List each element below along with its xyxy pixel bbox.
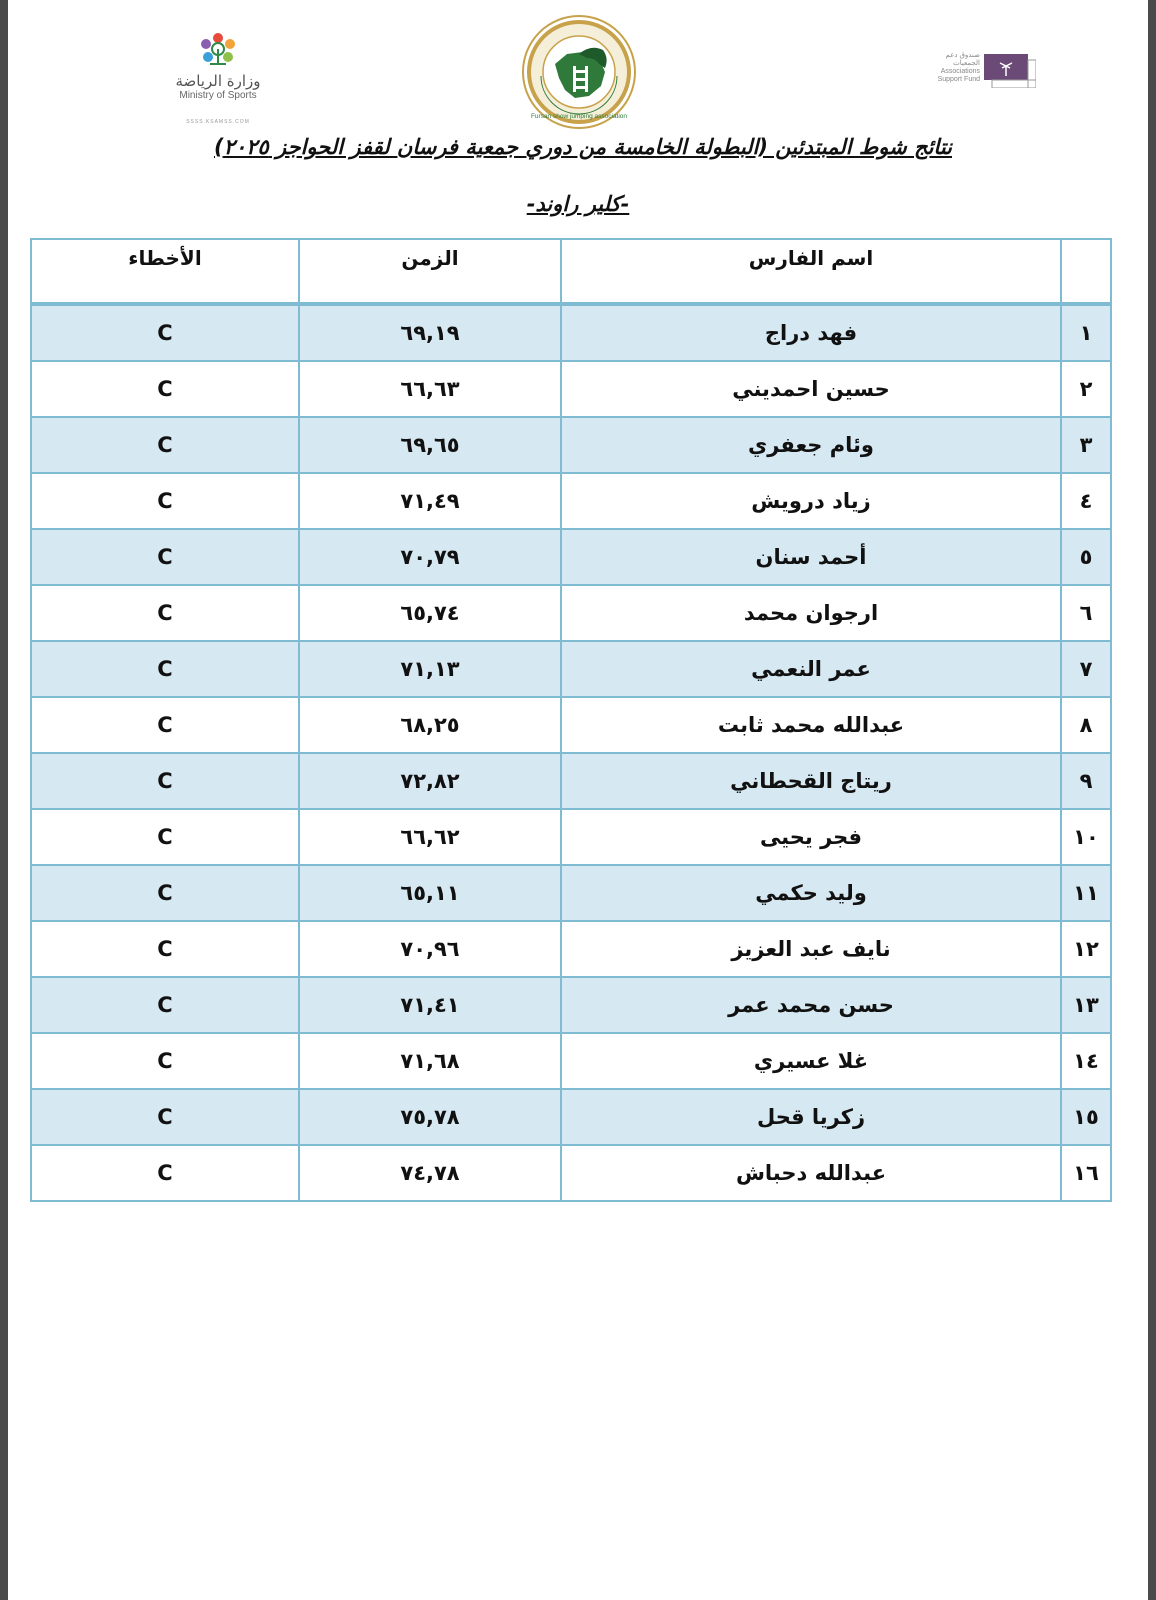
table-row — [31, 473, 1111, 529]
errors-cell: C — [31, 809, 299, 865]
time-cell: ٦٦,٦٣ — [299, 361, 561, 417]
time-cell: ٦٥,٧٤ — [299, 585, 561, 641]
rider-name-cell: حسن محمد عمر — [561, 977, 1061, 1033]
rider-name-cell: نايف عبد العزيز — [561, 921, 1061, 977]
time-cell: ٦٩,٦٥ — [299, 417, 561, 473]
time-cell: ٧٤,٧٨ — [299, 1145, 561, 1201]
errors-cell: C — [31, 529, 299, 585]
time-cell: ٦٩,١٩ — [299, 304, 561, 361]
number-cell: ٤ — [1061, 473, 1111, 529]
ministry-url: SSSS.KSAMSS.COM — [186, 119, 250, 125]
fund-name-arabic-1: صندوق دعم — [945, 52, 980, 59]
table-row — [31, 753, 1111, 809]
errors-cell: C — [31, 585, 299, 641]
number-cell: ٢ — [1061, 361, 1111, 417]
table-row — [31, 809, 1111, 865]
errors-cell: C — [31, 977, 299, 1033]
number-cell: ١٤ — [1061, 1033, 1111, 1089]
time-cell: ٧١,٦٨ — [299, 1033, 561, 1089]
rider-name-cell: ريتاج القحطاني — [561, 753, 1061, 809]
table-header-row — [31, 239, 1111, 304]
rider-name-cell: ارجوان محمد — [561, 585, 1061, 641]
ministry-name-english: Ministry of Sports — [179, 90, 257, 101]
rider-name-cell: وليد حكمي — [561, 865, 1061, 921]
fund-name-english-2: Support Fund — [937, 76, 980, 83]
errors-cell: C — [31, 1145, 299, 1201]
number-cell: ٩ — [1061, 753, 1111, 809]
table-row — [31, 921, 1111, 977]
table-row — [31, 865, 1111, 921]
results-table — [30, 238, 1112, 1202]
table-row — [31, 1145, 1111, 1201]
time-cell: ٧١,١٣ — [299, 641, 561, 697]
number-cell: ١٠ — [1061, 809, 1111, 865]
time-cell: ٦٥,١١ — [299, 865, 561, 921]
number-cell: ١٦ — [1061, 1145, 1111, 1201]
fund-caption — [908, 52, 980, 84]
errors-cell: C — [31, 417, 299, 473]
table-row — [31, 977, 1111, 1033]
association-logo-text: Fursan show jumping association — [530, 113, 628, 120]
rider-name-cell: عمر النعمي — [561, 641, 1061, 697]
number-cell: ٨ — [1061, 697, 1111, 753]
errors-cell: C — [31, 1033, 299, 1089]
time-cell: ٦٦,٦٢ — [299, 809, 561, 865]
errors-cell: C — [31, 697, 299, 753]
errors-cell: C — [31, 753, 299, 809]
fursan-association-logo — [521, 14, 637, 130]
table-row — [31, 697, 1111, 753]
time-cell: ٧١,٤١ — [299, 977, 561, 1033]
errors-cell: C — [31, 921, 299, 977]
errors-cell: C — [31, 1089, 299, 1145]
rider-name-cell: عبدالله دحباش — [561, 1145, 1061, 1201]
header-rider-name: اسم الفارس — [561, 239, 1061, 304]
associations-support-fund-logo — [908, 52, 1058, 92]
palm-emblem-icon — [984, 54, 1036, 88]
errors-cell: C — [31, 304, 299, 361]
number-cell: ٧ — [1061, 641, 1111, 697]
number-cell: ١٥ — [1061, 1089, 1111, 1145]
time-cell: ٧١,٤٩ — [299, 473, 561, 529]
header-number — [1061, 239, 1111, 304]
page-title: نتائج شوط المبتدئين (البطولة الخامسة من دوري جمعية فرسان لقفز الحواجز ٢٠٢٥) — [213, 135, 953, 159]
rider-name-cell: فجر يحيى — [561, 809, 1061, 865]
document-page — [8, 0, 1148, 1600]
table-row — [31, 304, 1111, 361]
table-row — [31, 361, 1111, 417]
time-cell: ٧٠,٩٦ — [299, 921, 561, 977]
table-row — [31, 417, 1111, 473]
rider-name-cell: أحمد سنان — [561, 529, 1061, 585]
round-subtitle: -كلير راوند- — [526, 192, 630, 216]
table-row — [31, 1033, 1111, 1089]
number-cell: ١ — [1061, 304, 1111, 361]
rider-name-cell: زياد درويش — [561, 473, 1061, 529]
rider-name-cell: فهد دراج — [561, 304, 1061, 361]
rider-name-cell: غلا عسيري — [561, 1033, 1061, 1089]
errors-cell: C — [31, 865, 299, 921]
table-row — [31, 641, 1111, 697]
ministry-name-arabic: وزارة الرياضة — [175, 72, 261, 90]
horse-jumping-emblem-icon — [521, 14, 637, 130]
number-cell: ٥ — [1061, 529, 1111, 585]
ministry-emblem-icon — [196, 30, 240, 70]
rider-name-cell: زكريا قحل — [561, 1089, 1061, 1145]
letterhead — [8, 0, 1148, 130]
table-row — [31, 585, 1111, 641]
fund-name-arabic-2: الجمعيات — [953, 60, 980, 67]
number-cell: ١٣ — [1061, 977, 1111, 1033]
number-cell: ١٢ — [1061, 921, 1111, 977]
number-cell: ٦ — [1061, 585, 1111, 641]
fund-name-english-1: Associations — [940, 68, 980, 75]
table-row — [31, 1089, 1111, 1145]
errors-cell: C — [31, 473, 299, 529]
ministry-of-sports-logo — [163, 30, 273, 130]
time-cell: ٧٠,٧٩ — [299, 529, 561, 585]
time-cell: ٧٢,٨٢ — [299, 753, 561, 809]
errors-cell: C — [31, 641, 299, 697]
rider-name-cell: عبدالله محمد ثابت — [561, 697, 1061, 753]
table-row — [31, 529, 1111, 585]
time-cell: ٧٥,٧٨ — [299, 1089, 561, 1145]
header-time: الزمن — [299, 239, 561, 304]
errors-cell: C — [31, 361, 299, 417]
table-body — [31, 304, 1111, 1201]
time-cell: ٦٨,٢٥ — [299, 697, 561, 753]
header-errors: الأخطاء — [31, 239, 299, 304]
rider-name-cell: حسين احمديني — [561, 361, 1061, 417]
number-cell: ١١ — [1061, 865, 1111, 921]
number-cell: ٣ — [1061, 417, 1111, 473]
rider-name-cell: وئام جعفري — [561, 417, 1061, 473]
